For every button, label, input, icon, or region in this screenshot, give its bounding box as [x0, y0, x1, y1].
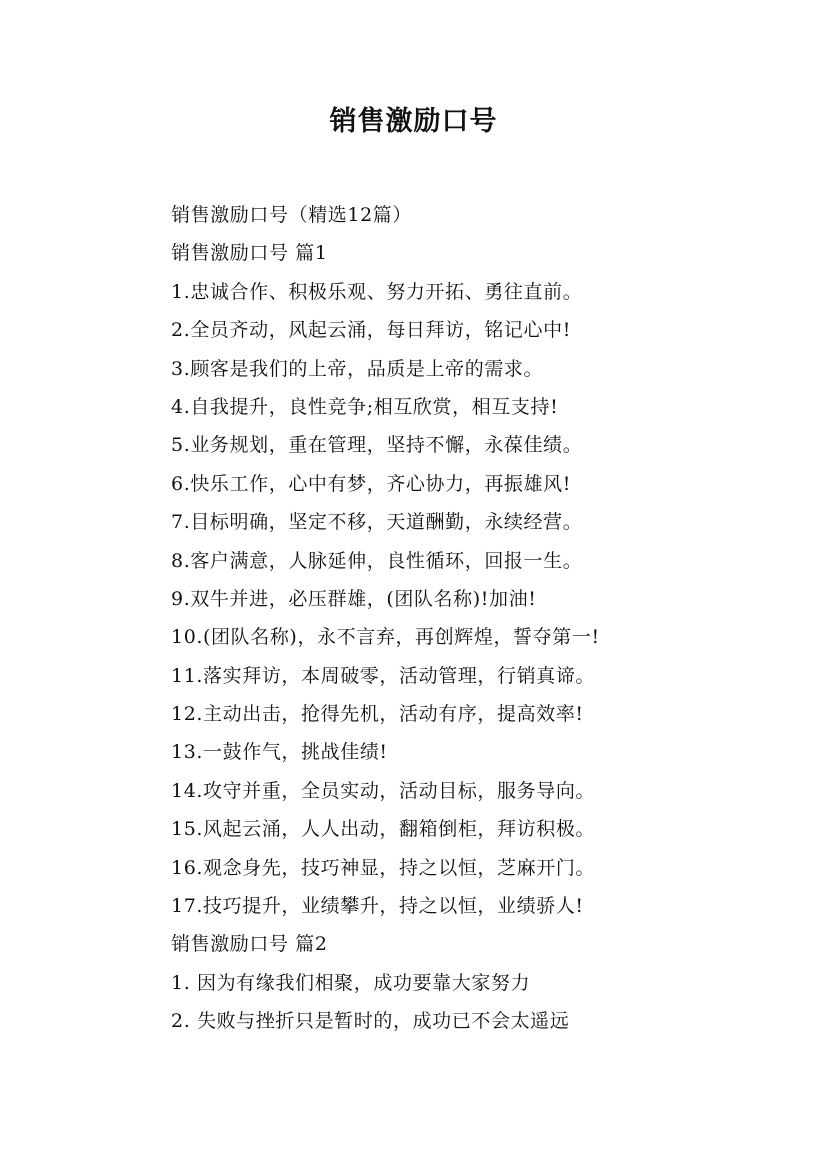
document-body: [171, 196, 791, 1041]
list-item: 16.观念身先，技巧神显，持之以恒，芝麻开门。: [171, 856, 596, 879]
list-item: 4.自我提升，良性竞争;相互欣赏，相互支持!: [171, 395, 559, 418]
list-item: 11.落实拜访，本周破零，活动管理，行销真谛。: [171, 664, 596, 687]
list-item: 14.攻守并重，全员实动，活动目标，服务导向。: [171, 779, 596, 802]
list-item: 2. 失败与挫折只是暂时的，成功已不会太遥远: [171, 1010, 570, 1033]
section-heading: 销售激励口号 篇2: [171, 933, 328, 956]
list-item: 7.目标明确，坚定不移，天道酬勤，永续经营。: [171, 511, 583, 534]
list-item: 2.全员齐动，风起云涌，每日拜访，铭记心中!: [171, 319, 571, 342]
list-item: 17.技巧提升，业绩攀升，持之以恒，业绩骄人!: [171, 895, 584, 918]
page-title: 销售激励口号: [329, 106, 498, 137]
list-item: 12.主动出击，抢得先机，活动有序，提高效率!: [171, 703, 584, 726]
list-item: 5.业务规划，重在管理，坚持不懈，永葆佳绩。: [171, 434, 583, 457]
section-heading: 销售激励口号 篇1: [171, 242, 328, 265]
list-item: 8.客户满意，人脉延伸，良性循环，回报一生。: [171, 549, 583, 572]
list-item: 1. 因为有缘我们相聚，成功要靠大家努力: [171, 971, 531, 994]
list-item: 1.忠诚合作、积极乐观、努力开拓、勇往直前。: [171, 280, 583, 303]
list-item: 15.风起云涌，人人出动，翻箱倒柜，拜访积极。: [171, 818, 596, 841]
subtitle-line: 销售激励口号（精选12篇）: [171, 204, 412, 226]
list-item: 9.双牛并进，必压群雄，(团队名称)!加油!: [171, 587, 537, 610]
list-item: 10.(团队名称)，永不言弃，再创辉煌，誓夺第一!: [171, 626, 600, 649]
list-item: 13.一鼓作气，挑战佳绩!: [171, 741, 388, 764]
list-item: 6.快乐工作，心中有梦，齐心协力，再振雄风!: [171, 472, 571, 495]
list-item: 3.顾客是我们的上帝，品质是上帝的需求。: [171, 357, 544, 380]
